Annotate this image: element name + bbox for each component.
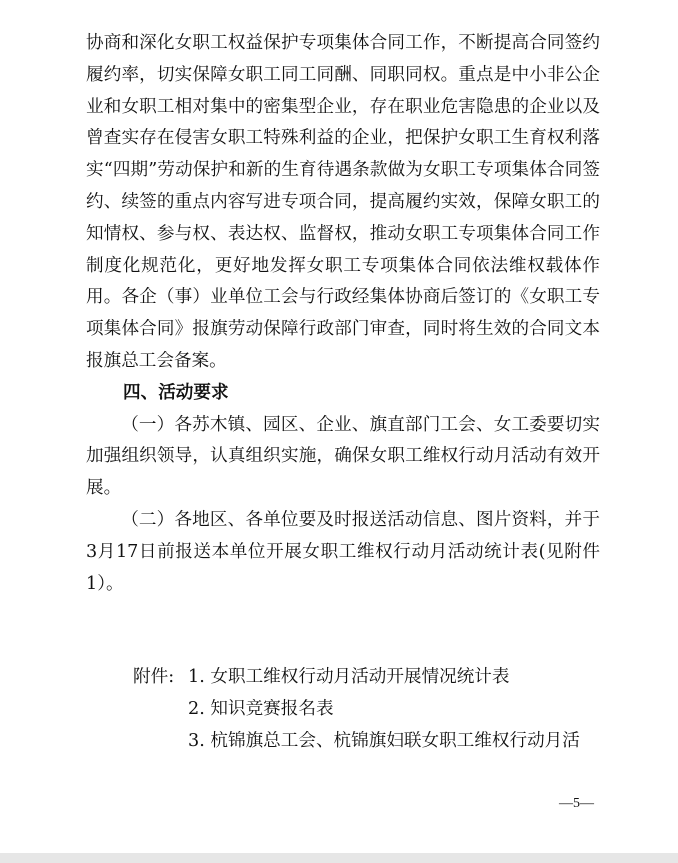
attachment-row: [133, 694, 603, 726]
document-body: [86, 28, 600, 600]
attachment-row: [133, 662, 603, 694]
requirement-paragraph-2: （二）各地区、各单位要及时报送活动信息、图片资料，并于3月17日前报送本单位开展女职工维权行动月活动统计表(见附件1）。: [86, 509, 600, 594]
section-heading: 四、活动要求: [123, 382, 229, 403]
attachment-row: [133, 726, 603, 758]
page-bottom-edge: [0, 853, 678, 863]
body-paragraph-continued: 协商和深化女职工权益保护专项集体合同工作，不断提高合同签约履约率，切实保障女职工同工同酬、同职同权。重点是中小非公企业和女职工相对集中的密集型企业，存在职业危害隐患的企业以及曾查实存在侵害女职工特殊利益的企业，把保护女职工生育权利落实“四期”劳动保护和新的生育待遇条款做为女职工专项集体合同签约、续签的重点内容写进专项合同，提高履约实效，保障女职工的知情权、参与权、表达权、监督权，推动女职工专项集体合同工作制度化规范化，更好地发挥女职工专项集体合同依法维权载体作用。各企（事）业单位工会与行政经集体协商后签订的《女职工专项集体合同》报旗劳动保障行政部门审查，同时将生效的合同文本报旗总工会备案。: [86, 33, 600, 371]
attachment-item: 2. 知识竞赛报名表: [188, 698, 334, 719]
attachments-list: [133, 662, 603, 757]
attachment-item: 3. 杭锦旗总工会、杭锦旗妇联女职工维权行动月活: [188, 730, 580, 751]
attachments-label: 附件:: [133, 667, 175, 687]
page-number: —5—: [559, 796, 594, 811]
attachment-item: 1. 女职工维权行动月活动开展情况统计表: [188, 667, 510, 687]
requirement-paragraph-1: （一）各苏木镇、园区、企业、旗直部门工会、女工委要切实加强组织领导，认真组织实施，确保女职工维权行动月活动有效开展。: [86, 414, 600, 499]
